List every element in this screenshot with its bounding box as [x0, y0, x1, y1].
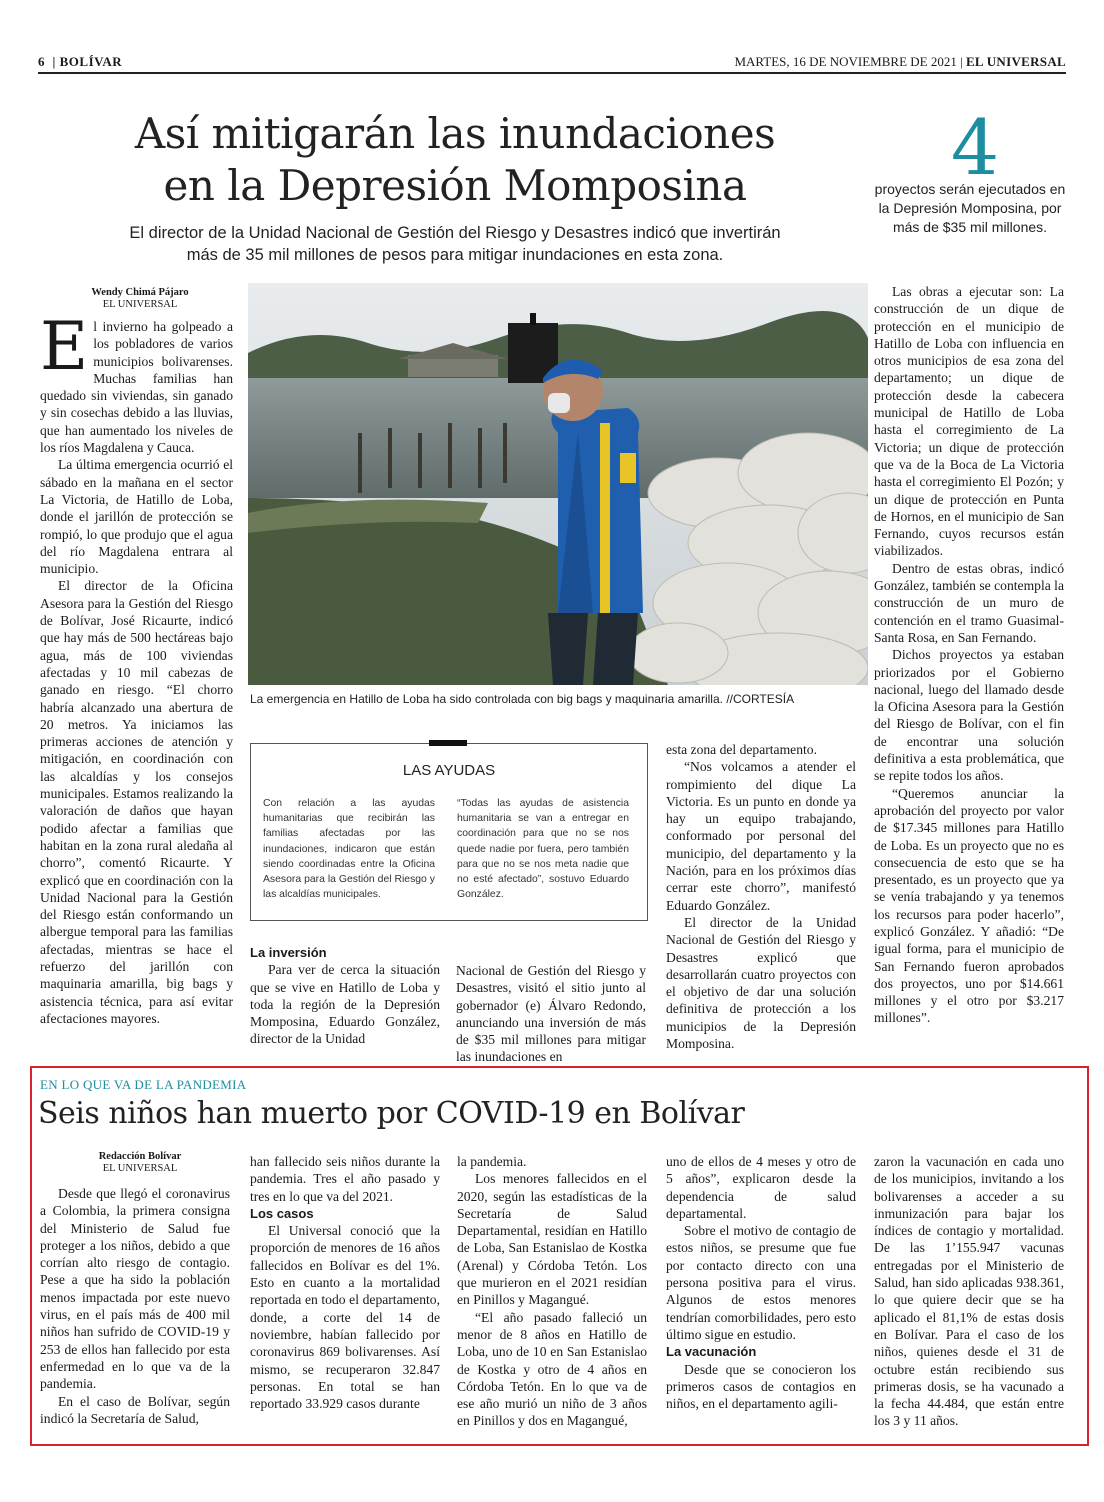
- inversion-column-b: Nacional de Gestión del Riesgo y Desastres, visitó el sitio junto al gobernador (e) Álvaro Redondo, anunciando una inversión de más de $35 mil millones para mitigar las inundaciones en: [456, 963, 646, 1065]
- article2-column-4: uno de ellos de 4 meses y otro de 5 años”, explicaron desde la dependencia de salud departamental. Sobre el motivo de contagio de estos niños, se presume que fue por contacto directo con una persona positiva para el virus. Algunos de estos menores tendrían comorbilidades, pero esto último sigue en estudio. La vacunación Desde que se conocieron los primeros casos de contagios en niños, en el departamento agili-: [666, 1154, 856, 1412]
- byline: Wendy Chimá Pájaro EL UNIVERSAL: [91, 287, 189, 310]
- article2-column-3: la pandemia. Los menores fallecidos en el 2020, según las estadísticas de la Secretaría de Salud Departamental, residían en Hatillo de Loba, San Estanislao de Kostka (Arenal) y Córdoba Tetón. Los que murieron en el 2021 residían en Pinillos y Magangué. “El año pasado falleció un menor de 8 años en Hatillo de Loba, uno de 10 en San Estanislao de Kostka y otro de 4 años en Córdoba Tetón. En lo que va de ese año murió un niño de 3 años en Pinillos y dos en Magangué,: [457, 1154, 647, 1429]
- stat-number: 4: [950, 103, 1000, 192]
- page-date-paper: MARTES, 16 DE NOVIEMBRE DE 2021 | EL UNIVERSAL: [734, 54, 1066, 69]
- drop-cap: E: [40, 308, 89, 385]
- box-text-2: “Todas las ayudas de asistencia humanitaria se van a entregar en coordinación para que no se nos quede nadie por fuera, pero también para que no se nos meta nadie que no esté afectado”, sostuvo Eduardo González.: [457, 798, 629, 901]
- flood-worker-photo: [248, 283, 868, 685]
- article-deck: El director de la Unidad Nacional de Gestión del Riesgo y Desastres indicó que invertirán más de 35 mil millones de pesos para mitigar inundaciones en esta zona.: [129, 224, 781, 264]
- page-section: 6 | BOLÍVAR: [38, 54, 123, 69]
- stat-text: proyectos serán ejecutados en la Depresión Momposina, por más de $35 mil millones.: [874, 181, 1066, 235]
- photo-caption: La emergencia en Hatillo de Loba ha sido controlada con big bags y maquinaria amarilla. //CORTESÍA: [250, 692, 795, 706]
- inversion-column-a: La inversión Para ver de cerca la situación que se vive en Hatillo de Loba y toda la región de la Depresión Momposina, Eduardo González, director de la Unidad: [250, 945, 440, 1047]
- article2-title: Seis niños han muerto por COVID-19 en Bolívar: [38, 1096, 745, 1131]
- page-header: [38, 52, 1066, 74]
- article2-column-1: Desde que llegó el coronavirus a Colombia, la primera consigna del Ministerio de Salud fue proteger a los niños, debido a que corrían alto riesgo de contagio. Pese a que ha sido la población menos impactada por este nuevo virus, en el país más de 400 mil niños han sufrido de COVID-19 y 253 de ellos han fallecido por esta enfermedad en lo que va de la pandemia. En el caso de Bolívar, según indicó la Secretaría de Salud,: [40, 1186, 230, 1426]
- article-title: Así mitigarán las inundaciones en la Depresión Momposina: [134, 109, 776, 210]
- box-title: LAS AYUDAS: [402, 762, 496, 779]
- section-head-inversion: La inversión: [250, 945, 327, 960]
- box-text-1: Con relación a las ayudas humanitarias que recibirán las familias afectadas por las inundaciones, indicaron que están siendo coordinadas entre la Oficina Asesora para la Gestión del Riesgo y las alcaldías municipales.: [263, 798, 435, 901]
- section-head-casos: Los casos: [250, 1205, 314, 1221]
- article-column-1: El invierno ha golpeado a los pobladores de varios municipios bolivarenses. Muchas familias han quedado sin viviendas, sin ganado y sin cosechas debido a las lluvias, que han aumentado los niveles de los ríos Magdalena y Cauca. La última emergencia ocurrió el sábado en la mañana en el sector La Victoria, de Hatillo de Loba, donde el jarillón de protección se rompió, lo que produjo que el agua del río Magdalena entrara al municipio. El director de la Oficina Asesora para la Gestión del Riesgo de Bolívar, José Ricaurte, indicó que hay más de 500 hectáreas bajo agua, más de 100 viviendas afectadas y 10 mil cabezas de ganado en riesgo. “El chorro habría alcanzado una abertura de 20 metros. Ya iniciamos las primeras acciones de atención y mitigación, en coordinación con las alcaldías y los consejos municipales. Estamos realizando la valoración de daños que hayan podido afectar a familias que habitan en la zona rural aledaña al chorro”, comentó Ricaurte. Y explicó que en coordinación con la Unidad Nacional para la Gestión del Riesgo están conformando un albergue temporal para las familias afectadas, mientras se hace el refuerzo del jarillón con maquinaria amarilla, big bags y asistencia técnica, para así evitar afectaciones mayores.: [40, 308, 233, 1026]
- article2-column-2: han fallecido seis niños durante la pandemia. Tres el año pasado y tres en lo que va del 2021. Los casos El Universal conoció que la proporción de menores de 16 años fallecidos en Bolívar es del 1%. Esto en cuanto a la mortalidad reportada en todo el departamento, donde, a corte del 14 de noviembre, habían fallecido por coronavirus 869 bolivarenses. Así mismo, se recuperaron 32.847 personas. En total se han reportado 33.929 casos durante: [250, 1154, 440, 1412]
- article2-byline: Redacción Bolívar EL UNIVERSAL: [98, 1151, 182, 1174]
- section-head-vacunacion: La vacunación: [666, 1344, 757, 1360]
- las-ayudas-box: [250, 743, 648, 921]
- article2-kicker: EN LO QUE VA DE LA PANDEMIA: [40, 1077, 247, 1092]
- article-column-4: esta zona del departamento. “Nos volcamos a atender el rompimiento del dique La Victoria. Es un punto en donde ya hay un equipo trabajando, conformado por personal del municipio, del departamento y la Nación, para en los próximos días cerrar este chorro”, manifestó Eduardo González. El director de la Unidad Nacional de Gestión del Riesgo y Desastres explicó que desarrollarán cuatro proyectos con el objetivo de dar una solución definitiva de protección a los municipios de la Depresión Momposina.: [666, 742, 856, 1052]
- article2-column-5: zaron la vacunación en cada uno de los municipios, invitando a los bolivarenses a acceder a su inmunización para bajar los índices de contagio y mortalidad. De las 1’155.947 vacunas entregadas por el Ministerio de Salud, han sido aplicadas 938.361, lo que quiere decir que se ha aplicado el 81,1% de estas dosis en Bolívar. Para el caso de los niños, quienes desde el 31 de octubre están recibiendo sus primeras dosis, se ha vacunado a la fecha 44.484, que están entre los 3 y 11 años.: [874, 1154, 1064, 1429]
- article-photo: [248, 283, 868, 685]
- article-column-5: Las obras a ejecutar son: La construcción de un dique de protección en el municipio de Hatillo de Loba con influencia en otros municipios de esa zona del departamento; un dique de protección desde la cabecera municipal de Hatillo de Loba hasta el corregimiento de La Victoria; un dique de protección que va de la Boca de La Victoria hasta el corregimiento El Pozón; y un dique de protección en Punta de Hornos, en el municipio de San Fernando, cuyos recursos están viabilizados. Dentro de estas obras, indicó González, también se contempla la construcción de un muro de contención en el tramo Guasimal-Santa Rosa, en San Fernando. Dichos proyectos ya estaban priorizados por el Gobierno nacional, luego del llamado desde la Oficina Asesora para la Gestión del Riesgo de Bolívar, con el fin de encontrar una solución definitiva a esta problemática, que se repite todos los años. “Queremos anunciar la aprobación del proyecto por valor de $17.345 millones para Hatillo de Loba. Es un proyecto que no es consecuencia de esto que se ha presentado, es un proyecto que ya se venía trabajando y ya tenemos los recursos para poder hacerlo”, explicó González. Y añadió: “De igual forma, para el municipio de San Fernando fueron aprobados dos proyectos, uno por $14.661 millones y el otro por $3.217 millones”.: [874, 284, 1064, 1026]
- box-tab: [429, 740, 467, 746]
